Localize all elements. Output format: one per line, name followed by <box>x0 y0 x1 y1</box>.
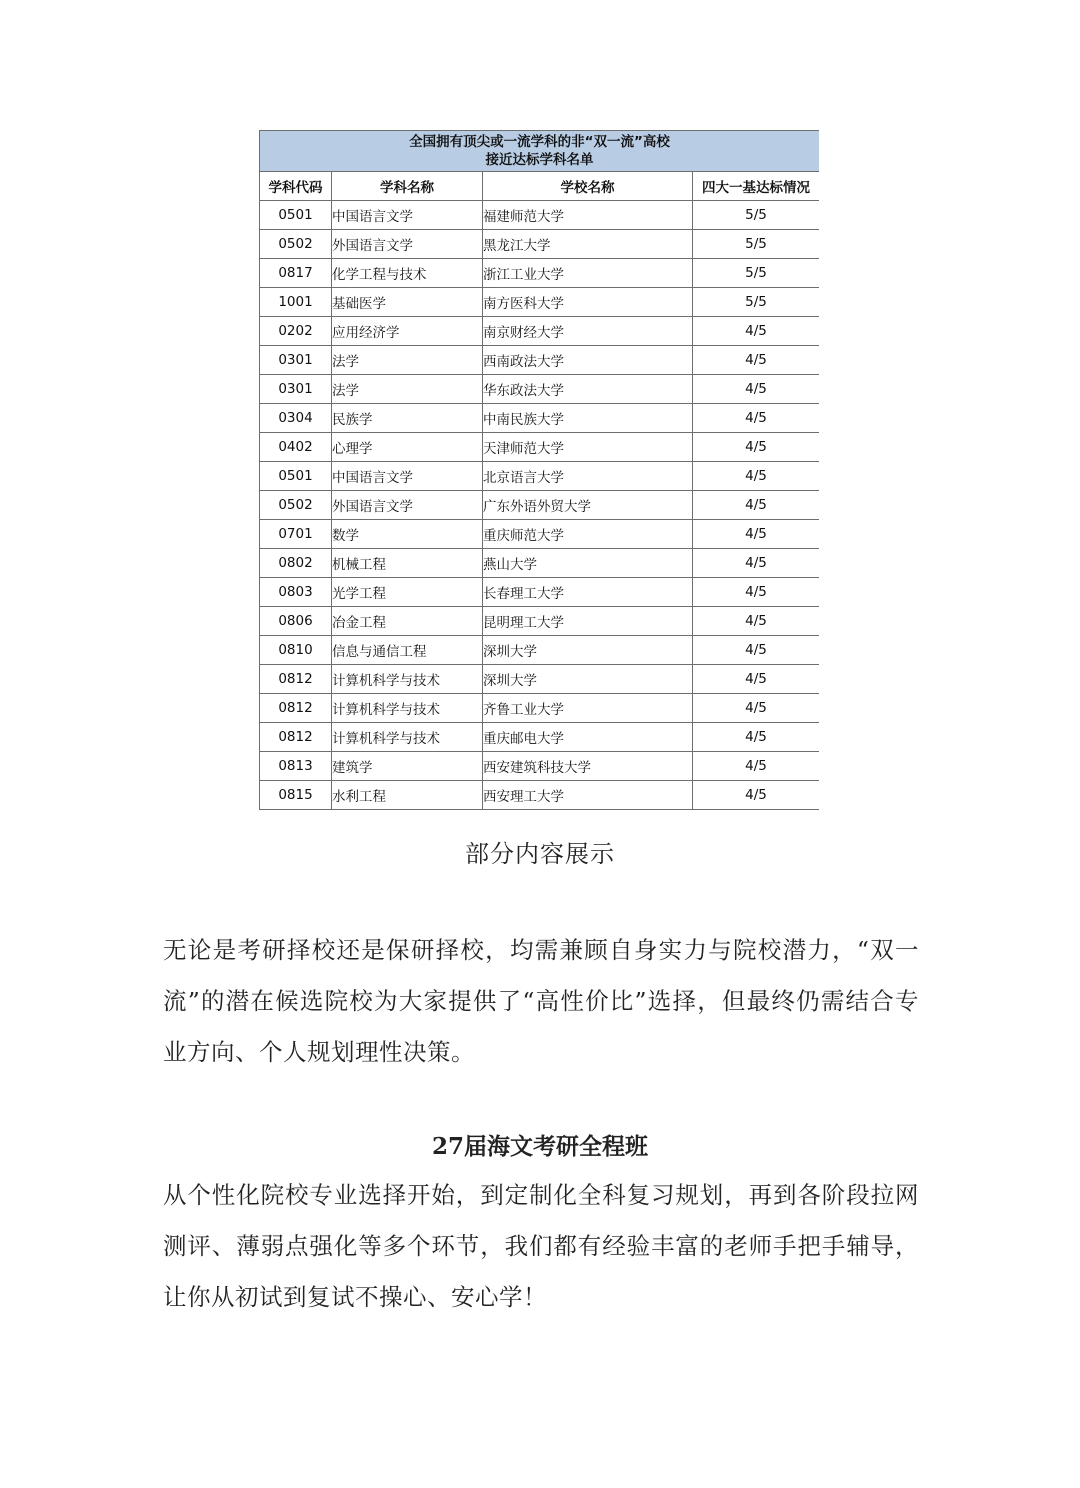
cell-subject-code: 0501 <box>260 201 332 230</box>
cell-status: 4/5 <box>693 665 820 694</box>
header-school-name: 学校名称 <box>483 172 693 201</box>
cell-subject-code: 0803 <box>260 578 332 607</box>
cell-status: 4/5 <box>693 491 820 520</box>
cell-status: 4/5 <box>693 694 820 723</box>
cell-school-name: 福建师范大学 <box>483 201 693 230</box>
cell-status: 4/5 <box>693 375 820 404</box>
header-status: 四大一基达标情况 <box>693 172 820 201</box>
cell-status: 4/5 <box>693 723 820 752</box>
cell-subject-code: 0701 <box>260 520 332 549</box>
cell-subject-name: 基础医学 <box>332 288 483 317</box>
table-row <box>260 665 820 694</box>
cell-school-name: 深圳大学 <box>483 665 693 694</box>
cell-status: 4/5 <box>693 317 820 346</box>
cell-subject-code: 0812 <box>260 665 332 694</box>
table-caption: 部分内容展示 <box>465 840 615 868</box>
cell-school-name: 昆明理工大学 <box>483 607 693 636</box>
cell-subject-name: 心理学 <box>332 433 483 462</box>
cell-subject-name: 建筑学 <box>332 752 483 781</box>
paragraph-school-choice: 无论是考研择校还是保研择校，均需兼顾自身实力与院校潜力，“双一流”的潜在候选院校为大家提供了“高性价比”选择，但最终仍需结合专业方向、个人规划理性决策。 <box>163 936 919 1066</box>
cell-subject-name: 化学工程与技术 <box>332 259 483 288</box>
cell-subject-code: 0813 <box>260 752 332 781</box>
table-row <box>260 752 820 781</box>
cell-subject-code: 0301 <box>260 346 332 375</box>
table-row <box>260 723 820 752</box>
table-row <box>260 491 820 520</box>
table-row <box>260 259 820 288</box>
cell-school-name: 浙江工业大学 <box>483 259 693 288</box>
cell-school-name: 华东政法大学 <box>483 375 693 404</box>
table-row <box>260 578 820 607</box>
table-row <box>260 694 820 723</box>
subject-table <box>259 130 819 810</box>
cell-subject-name: 法学 <box>332 346 483 375</box>
cell-subject-code: 0301 <box>260 375 332 404</box>
cell-status: 4/5 <box>693 636 820 665</box>
table-row <box>260 230 820 259</box>
cell-status: 4/5 <box>693 404 820 433</box>
cell-status: 5/5 <box>693 201 820 230</box>
cell-subject-code: 1001 <box>260 288 332 317</box>
table-title-line2: 接近达标学科名单 <box>485 152 594 168</box>
cell-status: 5/5 <box>693 230 820 259</box>
cell-subject-code: 0202 <box>260 317 332 346</box>
cell-subject-name: 中国语言文学 <box>332 462 483 491</box>
table-row <box>260 607 820 636</box>
table-body <box>260 201 820 810</box>
cell-subject-name: 冶金工程 <box>332 607 483 636</box>
cell-subject-name: 计算机科学与技术 <box>332 723 483 752</box>
cell-school-name: 南方医科大学 <box>483 288 693 317</box>
table-row <box>260 520 820 549</box>
cell-school-name: 齐鲁工业大学 <box>483 694 693 723</box>
cell-status: 5/5 <box>693 288 820 317</box>
cell-subject-name: 外国语言文学 <box>332 491 483 520</box>
header-subject-name: 学科名称 <box>332 172 483 201</box>
cell-subject-name: 外国语言文学 <box>332 230 483 259</box>
cell-school-name: 燕山大学 <box>483 549 693 578</box>
cell-school-name: 天津师范大学 <box>483 433 693 462</box>
cell-status: 4/5 <box>693 781 820 810</box>
cell-subject-code: 0812 <box>260 723 332 752</box>
cell-subject-code: 0304 <box>260 404 332 433</box>
cell-subject-name: 计算机科学与技术 <box>332 665 483 694</box>
cell-status: 4/5 <box>693 752 820 781</box>
cell-school-name: 西安理工大学 <box>483 781 693 810</box>
table-row <box>260 549 820 578</box>
header-subject-code: 学科代码 <box>260 172 332 201</box>
cell-school-name: 重庆邮电大学 <box>483 723 693 752</box>
table-row <box>260 462 820 491</box>
cell-school-name: 深圳大学 <box>483 636 693 665</box>
cell-subject-name: 信息与通信工程 <box>332 636 483 665</box>
table-row <box>260 288 820 317</box>
cell-subject-code: 0806 <box>260 607 332 636</box>
cell-status: 4/5 <box>693 549 820 578</box>
cell-school-name: 黑龙江大学 <box>483 230 693 259</box>
cell-subject-name: 中国语言文学 <box>332 201 483 230</box>
cell-status: 4/5 <box>693 520 820 549</box>
table-row <box>260 201 820 230</box>
table-row <box>260 346 820 375</box>
cell-subject-code: 0502 <box>260 491 332 520</box>
cell-school-name: 北京语言大学 <box>483 462 693 491</box>
cell-subject-code: 0502 <box>260 230 332 259</box>
cell-subject-code: 0812 <box>260 694 332 723</box>
table-row <box>260 781 820 810</box>
cell-subject-name: 水利工程 <box>332 781 483 810</box>
cell-subject-name: 计算机科学与技术 <box>332 694 483 723</box>
cell-school-name: 西安建筑科技大学 <box>483 752 693 781</box>
section-title: 27届海文考研全程班 <box>431 1133 648 1160</box>
cell-subject-code: 0402 <box>260 433 332 462</box>
cell-subject-code: 0817 <box>260 259 332 288</box>
cell-status: 4/5 <box>693 433 820 462</box>
table-title-line1: 全国拥有顶尖或一流学科的非“双一流”高校 <box>409 134 670 150</box>
cell-status: 4/5 <box>693 607 820 636</box>
subject-table-image <box>259 130 819 816</box>
cell-school-name: 中南民族大学 <box>483 404 693 433</box>
cell-school-name: 西南政法大学 <box>483 346 693 375</box>
cell-status: 4/5 <box>693 346 820 375</box>
cell-subject-code: 0810 <box>260 636 332 665</box>
cell-subject-code: 0501 <box>260 462 332 491</box>
paragraph-course-intro: 从个性化院校专业选择开始，到定制化全科复习规划，再到各阶段拉网测评、薄弱点强化等多个环节，我们都有经验丰富的老师手把手辅导，让你从初试到复试不操心、安心学！ <box>163 1181 919 1311</box>
cell-school-name: 南京财经大学 <box>483 317 693 346</box>
cell-subject-name: 应用经济学 <box>332 317 483 346</box>
cell-subject-name: 光学工程 <box>332 578 483 607</box>
cell-school-name: 重庆师范大学 <box>483 520 693 549</box>
table-row <box>260 433 820 462</box>
table-row <box>260 636 820 665</box>
cell-status: 4/5 <box>693 578 820 607</box>
cell-subject-name: 民族学 <box>332 404 483 433</box>
cell-subject-code: 0802 <box>260 549 332 578</box>
cell-status: 5/5 <box>693 259 820 288</box>
cell-subject-name: 机械工程 <box>332 549 483 578</box>
table-row <box>260 404 820 433</box>
cell-school-name: 长春理工大学 <box>483 578 693 607</box>
table-title <box>260 131 820 172</box>
cell-subject-name: 数学 <box>332 520 483 549</box>
cell-status: 4/5 <box>693 462 820 491</box>
cell-subject-name: 法学 <box>332 375 483 404</box>
cell-school-name: 广东外语外贸大学 <box>483 491 693 520</box>
table-row <box>260 375 820 404</box>
cell-subject-code: 0815 <box>260 781 332 810</box>
table-row <box>260 317 820 346</box>
